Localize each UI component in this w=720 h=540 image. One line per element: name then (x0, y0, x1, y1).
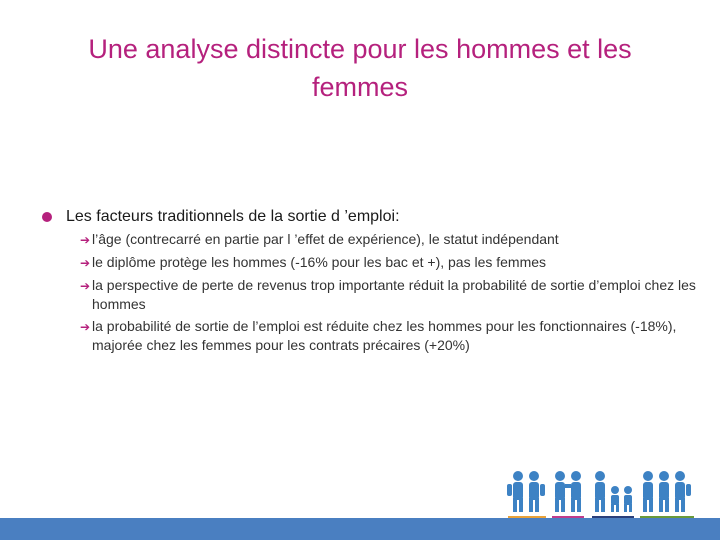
slide-content (42, 206, 714, 358)
family-people-icon (506, 468, 706, 520)
main-bullet-text: Les facteurs traditionnels de la sortie d ’emploi: (66, 208, 400, 225)
sub-bullet (80, 276, 714, 314)
bullet-dot-icon (42, 212, 52, 222)
sub-bullet (80, 317, 714, 355)
sub-bullet-text: la probabilité de sortie de l’emploi est réduite chez les hommes pour les fonctionnaires (-18%), majorée chez les femmes pour les contrats précaires (+20%) (92, 318, 677, 353)
right-arrow-icon: ➔ (80, 279, 91, 293)
sub-bullet (80, 253, 714, 273)
footer-band (0, 518, 720, 540)
main-bullet (42, 206, 714, 228)
sub-bullet-text: la perspective de perte de revenus trop importante réduit la probabilité de sortie d’emploi chez les hommes (92, 277, 696, 312)
right-arrow-icon: ➔ (80, 256, 91, 270)
right-arrow-icon: ➔ (80, 320, 91, 334)
sub-bullet-text: l’âge (contrecarré en partie par l ’effet de expérience), le statut indépendant (92, 231, 559, 247)
sub-bullet (80, 230, 714, 250)
sub-bullet-text: le diplôme protège les hommes (-16% pour les bac et +), pas les femmes (92, 254, 547, 270)
slide-title: Une analyse distincte pour les hommes et les femmes (88, 34, 632, 102)
sub-bullet-list (80, 230, 714, 355)
right-arrow-icon: ➔ (80, 233, 91, 247)
